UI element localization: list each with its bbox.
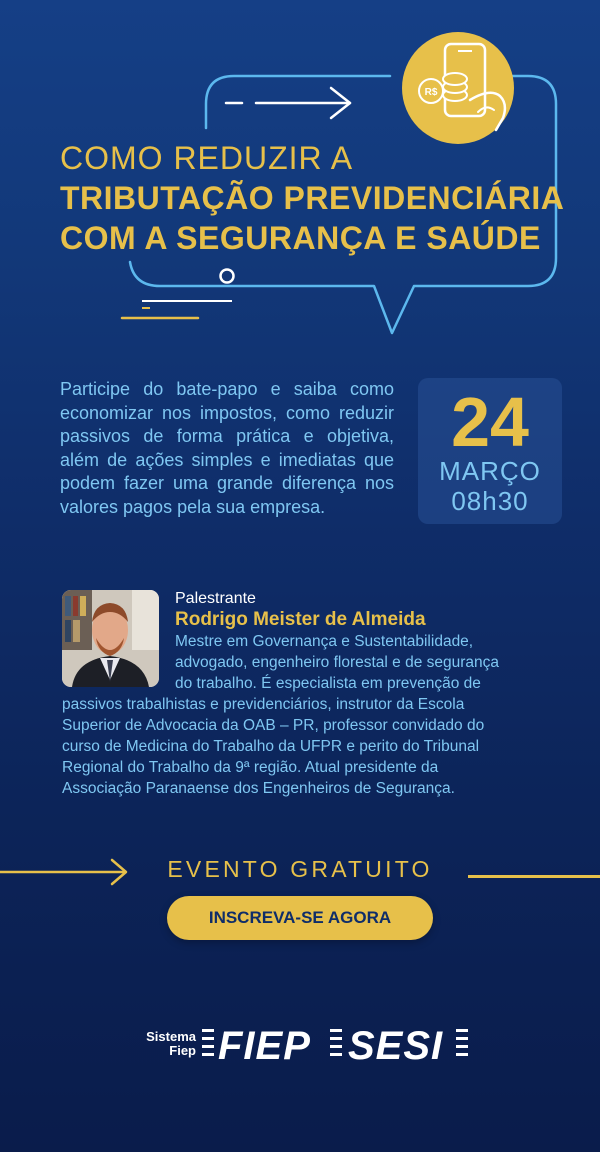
speaker-bio-line: Mestre em Governança e Sustentabilidade, [175, 633, 474, 650]
logo-divider [456, 1029, 468, 1063]
arrow-right-icon [226, 88, 350, 118]
deco-line-gold [468, 875, 600, 878]
logo-fiep: FIEP [218, 1024, 311, 1068]
speaker-bio-line: Associação Paranaense dos Engenheiros de Segurança. [62, 780, 455, 797]
speaker-name: Rodrigo Meister de Almeida [175, 609, 426, 630]
speaker-bio-line: Superior de Advocacia da OAB – PR, professor convidado do [62, 717, 485, 734]
logo-divider [202, 1029, 214, 1063]
date-day: 24 [451, 383, 529, 461]
speaker-bio-line: curso de Medicina do Trabalho da UFPR e perito do Tribunal [62, 738, 480, 755]
title-line-3: COM A SEGURANÇA E SAÚDE [60, 220, 541, 256]
speaker-bio-line: passivos trabalhistas e previdenciários, instrutor da Escola [62, 696, 465, 713]
svg-text:R$: R$ [424, 87, 438, 98]
speaker-role: Palestrante [175, 590, 256, 607]
date-month: MARÇO [439, 456, 541, 486]
free-event-label: EVENTO GRATUITO [167, 856, 433, 882]
register-button[interactable]: INSCREVA-SE AGORA [167, 896, 433, 940]
date-badge [418, 378, 562, 524]
logo-divider [330, 1029, 342, 1063]
title-line-1: COMO REDUZIR A [60, 140, 354, 176]
speaker-bio-line: advogado, engenheiro florestal e de segurança [175, 654, 500, 671]
title-line-2: TRIBUTAÇÃO PREVIDENCIÁRIA [60, 180, 565, 216]
logo-sistema-line-2: Fiep [169, 1043, 196, 1058]
speaker-bio-line: do trabalho. É especialista em prevenção de [175, 675, 481, 692]
small-circle-icon [221, 270, 234, 283]
speaker-photo [62, 590, 159, 687]
logo-sistema-line-1: Sistema [146, 1029, 196, 1044]
logo-sistema-fiep [134, 1030, 196, 1058]
event-description: Participe do bate-papo e saiba como economizar nos impostos, como reduzir passivos de forma prática e objetiva, além de ações simples e imediatas que podem fazer uma grande diferença nos valores pagos pela sua empresa. [60, 379, 394, 517]
phone-coins-hand-icon [402, 32, 514, 144]
logo-sesi: SESI [348, 1024, 444, 1068]
event-time: 08h30 [451, 486, 529, 516]
speaker-bio-line: Regional do Trabalho da 9ª região. Atual presidente da [62, 759, 439, 776]
